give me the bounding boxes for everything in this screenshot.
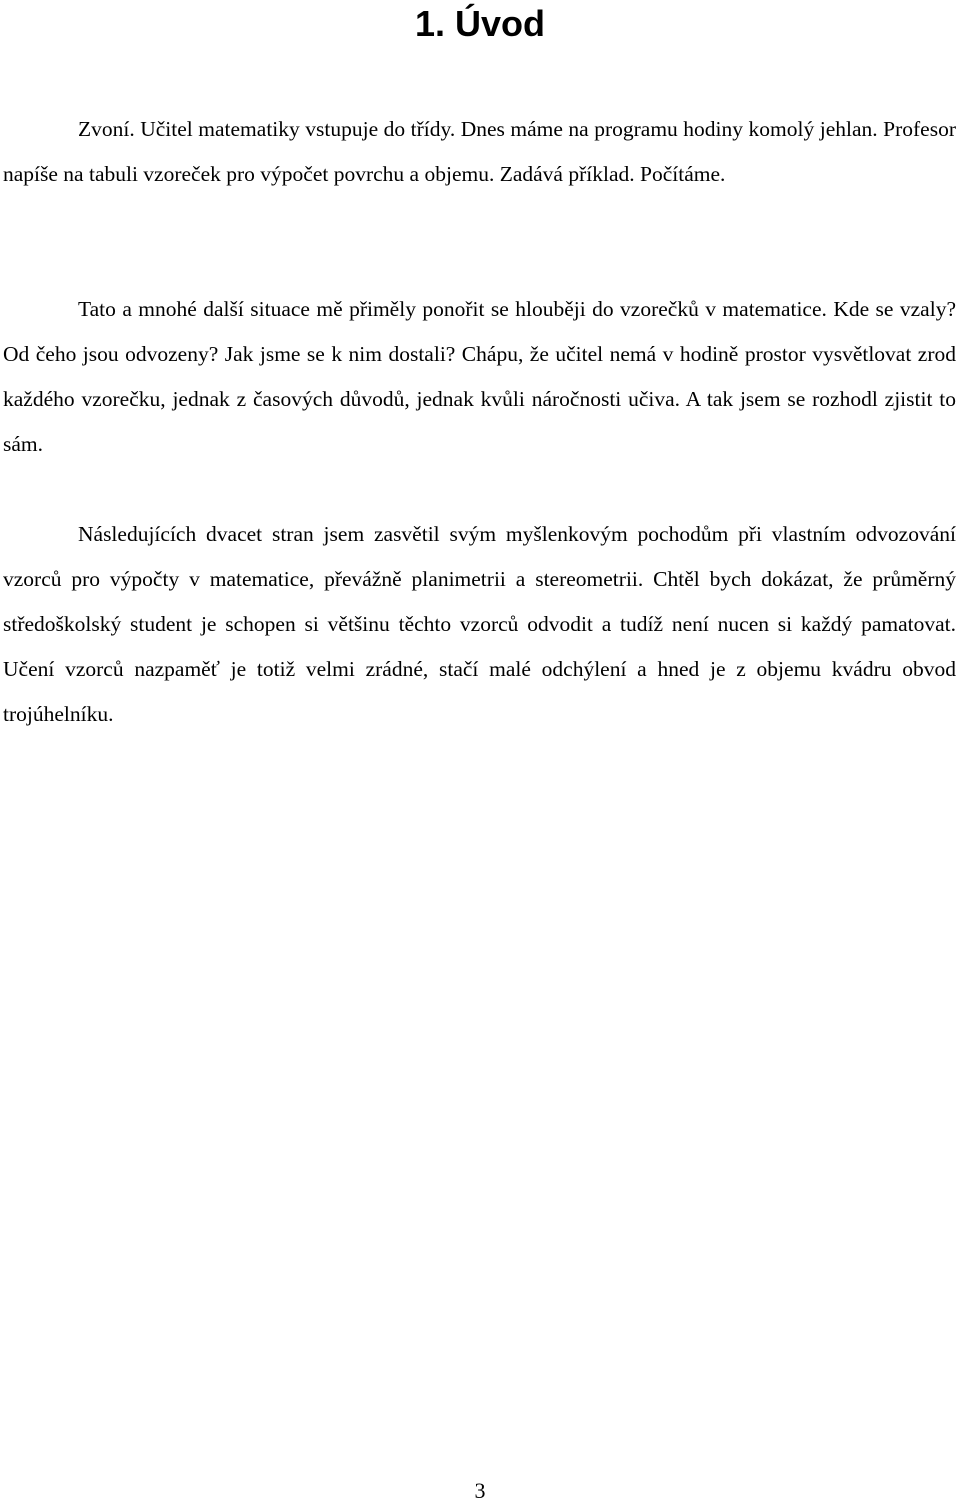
paragraph-goal: Následujících dvacet stran jsem zasvětil svým myšlenkovým pochodům při vlastním odvozování vzorců pro výpočty v matematice, převážně planimetrii a stereometrii. Chtěl bych dokázat, že průměrný středoškolský student je schopen si většinu těchto vzorců odvodit a tudíž není nucen si každý pamatovat. Učení vzorců nazpaměť je totiž velmi zrádné, stačí malé odchýlení a hned je z objemu kvádru obvod trojúhelníku. bbox=[3, 522, 956, 726]
page-number: 3 bbox=[474, 1478, 486, 1503]
paragraph-motivation: Tato a mnohé další situace mě přiměly ponořit se hlouběji do vzorečků v matematice. Kde se vzaly? Od čeho jsou odvozeny? Jak jsme se k nim dostali? Chápu, že učitel nemá v hodině prostor vysvětlovat zrod každého vzorečku, jednak z časových důvodů, jednak kvůli náročnosti učiva. A tak jsem se rozhodl zjistit to sám. bbox=[3, 297, 956, 456]
paragraph-intro: Zvoní. Učitel matematiky vstupuje do třídy. Dnes máme na programu hodiny komolý jehlan. Profesor napíše na tabuli vzoreček pro výpočet povrchu a objemu. Zadává příklad. Počítáme. bbox=[3, 117, 956, 186]
page-title: 1. Úvod bbox=[414, 3, 546, 44]
